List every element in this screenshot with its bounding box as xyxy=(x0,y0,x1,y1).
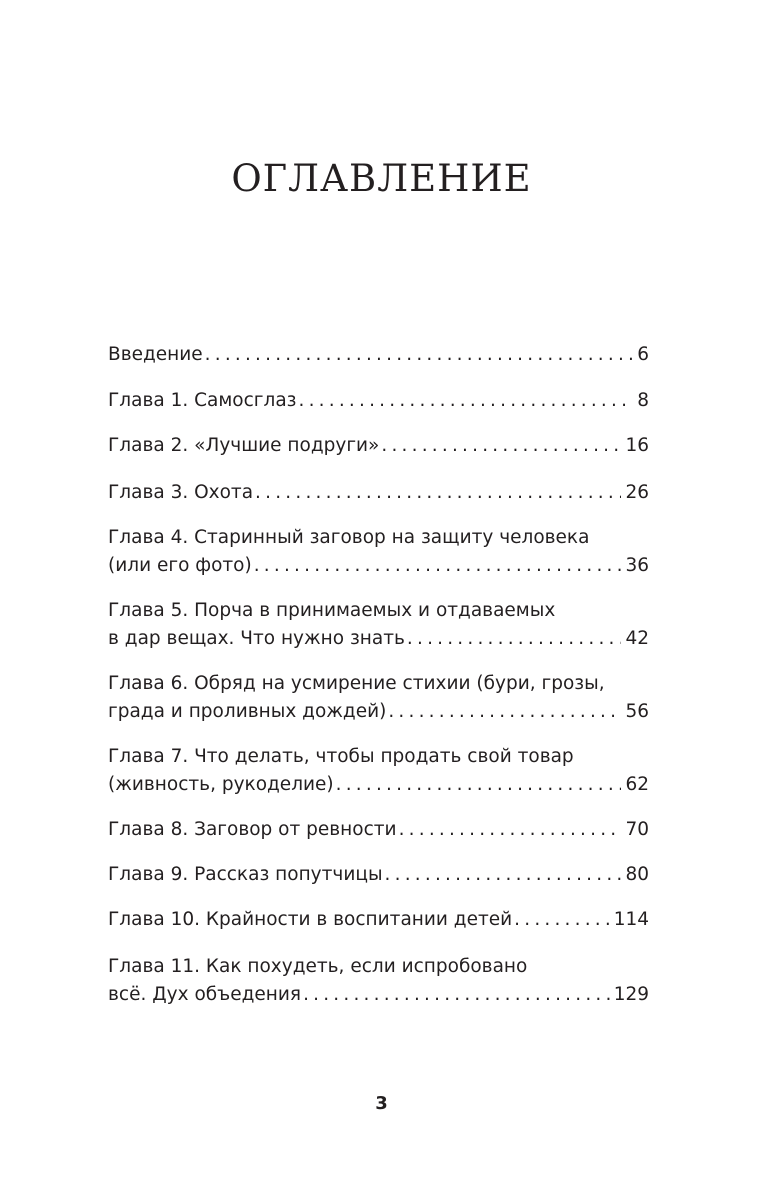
toc-entry-title-line: Глава 5. Порча в принимаемых и отдаваемых xyxy=(108,600,556,621)
toc-entry-title: Глава 1. Самосглаз xyxy=(108,390,297,411)
dot-leader xyxy=(205,341,634,369)
toc-entry-page: 129 xyxy=(613,984,649,1005)
toc-entry-line xyxy=(108,981,649,1009)
toc-entry-chapter-7 xyxy=(108,743,649,799)
toc-entry-title: града и проливных дождей) xyxy=(108,701,387,722)
table-of-contents xyxy=(108,0,649,1200)
toc-entry-title-line: Глава 7. Что делать, чтобы продать свой товар xyxy=(108,746,574,767)
toc-entry-page: 26 xyxy=(625,482,649,503)
dot-leader xyxy=(336,771,622,799)
toc-entry-chapter-1 xyxy=(108,387,649,415)
dot-leader xyxy=(303,981,610,1009)
dot-leader xyxy=(299,387,634,415)
toc-entry-title: Глава 9. Рассказ попутчицы xyxy=(108,864,383,885)
toc-entry-chapter-11 xyxy=(108,953,649,1009)
toc-entry-page: 8 xyxy=(637,390,649,411)
toc-entry-chapter-9 xyxy=(108,861,649,889)
toc-entry-chapter-3 xyxy=(108,479,649,507)
dot-leader xyxy=(381,432,621,460)
toc-entry-page: 80 xyxy=(625,864,649,885)
toc-entry-page: 16 xyxy=(625,435,649,456)
toc-entry-title: Глава 2. «Лучшие подруги» xyxy=(108,435,380,456)
toc-entry-page: 62 xyxy=(625,774,649,795)
toc-entry-line xyxy=(108,816,649,844)
page-title: ОГЛАВЛЕНИЕ xyxy=(231,157,532,200)
toc-entry-title: (или его фото) xyxy=(108,555,252,576)
toc-entry-chapter-4 xyxy=(108,524,649,580)
toc-entry-line xyxy=(108,906,649,934)
toc-entry-title: Глава 8. Заговор от ревности xyxy=(108,819,397,840)
toc-entry-title-line: Глава 11. Как похудеть, если испробовано xyxy=(108,956,528,977)
toc-entry-line xyxy=(108,479,649,507)
toc-entry-title: (живность, рукоделие) xyxy=(108,774,334,795)
toc-entry-title: Глава 10. Крайности в воспитании детей xyxy=(108,909,513,930)
toc-entry-title: Глава 3. Охота xyxy=(108,482,254,503)
toc-entry-line xyxy=(108,698,649,726)
toc-entry-line xyxy=(108,861,649,889)
dot-leader xyxy=(255,479,621,507)
toc-entry-title-line: Глава 6. Обряд на усмирение стихии (бури, грозы, xyxy=(108,673,605,694)
toc-entry-page: 56 xyxy=(625,701,649,722)
dot-leader xyxy=(385,861,622,889)
toc-entry-chapter-8 xyxy=(108,816,649,844)
toc-entry-page: 6 xyxy=(637,344,649,365)
toc-entry-line xyxy=(108,771,649,799)
toc-entry-chapter-10 xyxy=(108,906,649,934)
toc-entry-page: 114 xyxy=(613,909,649,930)
toc-entry-page: 42 xyxy=(625,628,649,649)
toc-entry-page: 70 xyxy=(625,819,649,840)
toc-entry-chapter-5 xyxy=(108,597,649,653)
toc-entry-line xyxy=(108,625,649,653)
toc-entry-chapter-6 xyxy=(108,670,649,726)
dot-leader xyxy=(399,816,622,844)
toc-entry-line xyxy=(108,552,649,580)
toc-entry-title: в дар вещах. Что нужно знать xyxy=(108,628,405,649)
dot-leader xyxy=(407,625,622,653)
toc-entry-title: Введение xyxy=(108,344,203,365)
toc-entry-line xyxy=(108,387,649,415)
toc-entry-intro xyxy=(108,341,649,369)
toc-entry-line xyxy=(108,341,649,369)
dot-leader xyxy=(254,552,622,580)
toc-entry-title-line: Глава 4. Старинный заговор на защиту человека xyxy=(108,527,590,548)
dot-leader xyxy=(388,698,621,726)
toc-entry-line xyxy=(108,432,649,460)
dot-leader xyxy=(514,906,610,934)
toc-entry-chapter-2 xyxy=(108,432,649,460)
toc-entry-title: всё. Дух объедения xyxy=(108,984,302,1005)
page-number: 3 xyxy=(375,1093,388,1114)
toc-entry-page: 36 xyxy=(625,555,649,576)
